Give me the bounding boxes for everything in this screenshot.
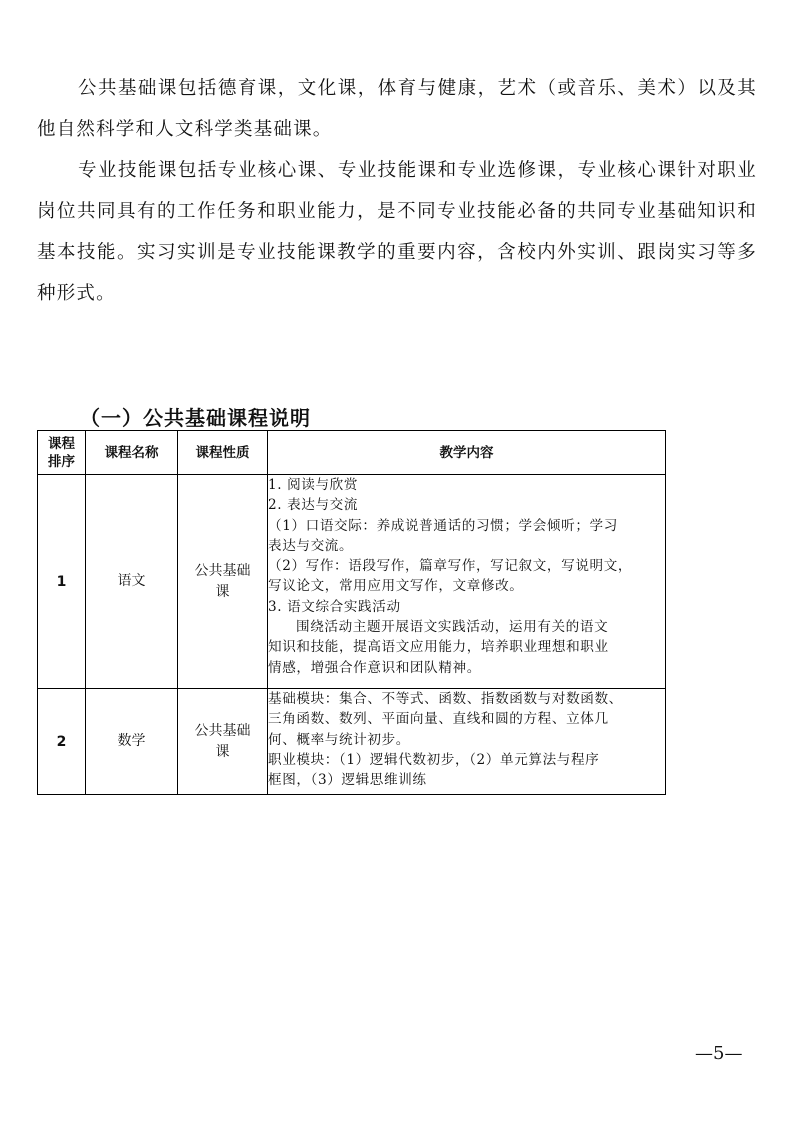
- header-order-line1: 课程: [48, 435, 75, 452]
- row-order: 1: [38, 475, 86, 689]
- header-course-type: 课程性质: [178, 431, 268, 475]
- content-line: （1）口语交际：养成说普通话的习惯；学会倾听；学习: [268, 517, 618, 534]
- content-line: 1. 阅读与欣赏: [268, 477, 359, 493]
- intro-paragraph-public-courses: 公共基础课包括德育课，文化课，体育与健康，艺术（或音乐、美术）以及其他自然科学和人文科学类基础课。: [37, 78, 757, 140]
- content-line: 基础模块：集合、不等式、函数、指数函数与对数函数、: [268, 691, 623, 707]
- content-line: 情感，增强合作意识和团队精神。: [268, 659, 481, 676]
- row-course-name: 语文: [86, 475, 178, 689]
- row-course-type: [178, 475, 268, 689]
- content-line: 2. 表达与交流: [268, 497, 359, 514]
- header-teaching-content: 教学内容: [268, 431, 666, 475]
- section-heading: （一）公共基础课程说明: [80, 406, 311, 430]
- header-order-line2: 排序: [48, 453, 75, 470]
- table-row: [38, 689, 666, 795]
- content-line: （2）写作：语段写作，篇章写作，写记叙文，写说明文，: [268, 558, 633, 575]
- curriculum-table: [37, 430, 666, 795]
- content-line: 知识和技能，提高语文应用能力，培养职业理想和职业: [268, 639, 609, 656]
- content-line: 三角函数、数列、平面向量、直线和圆的方程、立体几: [268, 711, 609, 728]
- table-header-row: [38, 431, 666, 475]
- content-line: 表达与交流。: [268, 537, 354, 554]
- row-course-type: [178, 689, 268, 795]
- header-order: [38, 431, 86, 475]
- intro-paragraph-professional-courses: 专业技能课包括专业核心课、专业技能课和专业选修课，专业核心课针对职业岗位共同具有的工作任务和职业能力，是不同专业技能必备的共同专业基础知识和基本技能。实习实训是专业技能课教学的重要内容，含校内外实训、跟岗实习等多种形式。: [37, 160, 757, 304]
- content-line: 职业模块：（1）逻辑代数初步，（2）单元算法与程序: [268, 751, 600, 768]
- content-line: 框图，（3）逻辑思维训练: [268, 772, 427, 789]
- content-line: 围绕活动主题开展语文实践活动，运用有关的语文: [296, 619, 609, 636]
- row-course-name: 数学: [86, 689, 178, 795]
- content-line: 3. 语文综合实践活动: [268, 598, 401, 615]
- content-line: 何、概率与统计初步。: [268, 731, 410, 748]
- row-course-type-text: 公共基础课: [194, 722, 251, 760]
- header-course-name: 课程名称: [86, 431, 178, 475]
- row-teaching-content: [268, 475, 666, 689]
- content-line: 写议论文，常用应用文写作，文章修改。: [268, 578, 524, 595]
- table-row: [38, 475, 666, 689]
- row-order: 2: [38, 689, 86, 795]
- row-course-type-text: 公共基础课: [194, 562, 251, 600]
- page-number: —5—: [695, 1043, 743, 1064]
- row-teaching-content: [268, 689, 666, 795]
